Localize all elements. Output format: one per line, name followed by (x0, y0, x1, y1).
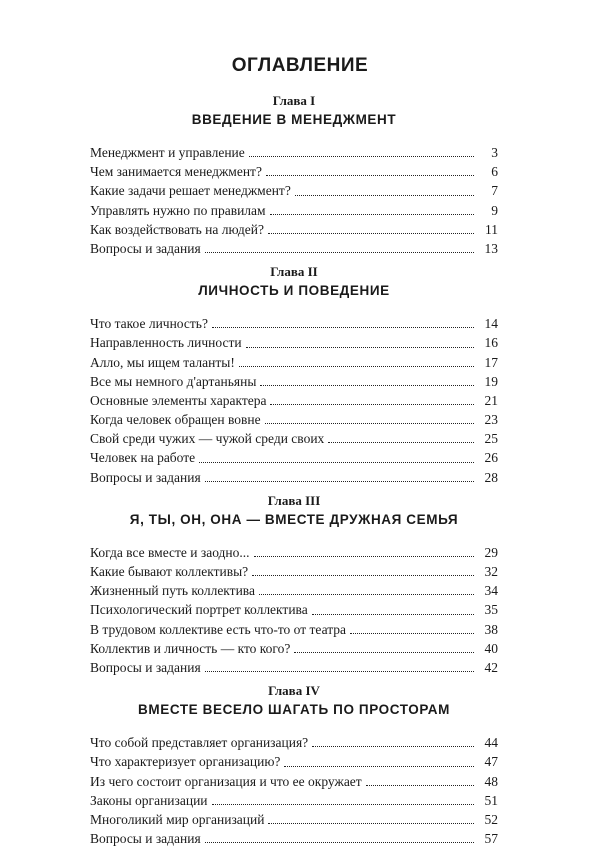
page-title: ОГЛАВЛЕНИЕ (231, 55, 369, 76)
toc-page-number: 42 (484, 659, 498, 675)
dot-leader (266, 174, 474, 176)
toc-entry (90, 429, 498, 448)
chapter (90, 682, 498, 853)
toc-entry (90, 829, 498, 848)
dot-leader (328, 441, 474, 443)
toc-entry (90, 201, 498, 220)
toc-page-number: 3 (491, 145, 498, 160)
toc-page-number: 38 (484, 621, 498, 637)
toc-entry-title: Психологический портрет коллектива (90, 602, 308, 618)
dot-leader (254, 555, 474, 557)
toc-page-number: 17 (484, 354, 498, 370)
toc-entry-title: Человек на работе (90, 450, 196, 466)
chapter (90, 263, 498, 492)
toc-entry-title: Из чего состоит организация и что ее окружает (90, 773, 362, 789)
toc-entry-title: В трудовом коллективе есть что-то от театра (90, 621, 347, 637)
toc-page-number: 9 (491, 202, 498, 218)
toc-page-number: 40 (484, 640, 498, 656)
toc-entry (90, 353, 498, 372)
dot-leader (268, 822, 474, 824)
dot-leader (366, 784, 474, 786)
toc-entry-title: Вопросы и задания (90, 831, 201, 847)
dot-leader (205, 251, 474, 253)
toc-entry (90, 810, 498, 829)
toc-entry-title: Когда человек обращен вовне (90, 412, 261, 428)
dot-leader (205, 480, 474, 482)
toc-entry-title: Свой среди чужих — чужой среди своих (90, 431, 325, 447)
toc-entry-title: Основные элементы характера (90, 392, 267, 408)
chapter-number: Глава II (270, 264, 318, 280)
dot-leader (312, 745, 474, 747)
dot-leader (259, 593, 474, 595)
toc-entry (90, 448, 498, 467)
toc-page-number: 47 (484, 754, 498, 770)
dot-leader (268, 232, 474, 234)
toc-page-number: 11 (485, 221, 498, 237)
toc-entry (90, 391, 498, 410)
chapter-number: Глава I (272, 93, 316, 108)
dot-leader (212, 803, 474, 805)
chapter (90, 492, 498, 682)
toc-page-number: 52 (484, 811, 498, 827)
chapter-title: Я, ТЫ, ОН, ОНА — ВМЕСТЕ ДРУЖНАЯ СЕМЬЯ (129, 511, 459, 527)
toc-entry (90, 468, 498, 487)
toc-entry (90, 752, 498, 771)
toc-entry (90, 600, 498, 619)
dot-leader (239, 365, 474, 367)
toc-entry-title: Алло, мы ищем таланты! (90, 354, 235, 370)
toc-entry (90, 143, 498, 162)
dot-leader (249, 155, 474, 157)
toc-entry-title: Как воздействовать на людей? (90, 221, 264, 237)
dot-leader (270, 403, 474, 405)
dot-leader (350, 632, 474, 634)
toc-page-number: 26 (484, 450, 498, 466)
toc-page-number: 21 (484, 392, 498, 408)
toc-page-number: 14 (484, 316, 498, 332)
toc-entry-title: Законы организации (90, 792, 208, 808)
toc-entry-title: Вопросы и задания (90, 469, 201, 485)
dot-leader (246, 346, 474, 348)
toc-entry-title: Что такое личность? (90, 316, 208, 332)
toc-page-number: 19 (484, 373, 498, 389)
toc-page-number: 35 (484, 602, 498, 618)
dot-leader (270, 213, 474, 215)
dot-leader (295, 194, 474, 196)
toc-page-number: 44 (484, 735, 498, 751)
dot-leader (312, 613, 474, 615)
toc-entry-title: Направленность личности (90, 335, 242, 351)
chapter-title: ЛИЧНОСТЬ И ПОВЕДЕНИЕ (198, 283, 390, 299)
chapter-spacer (90, 848, 498, 853)
toc-entry-title: Вопросы и задания (90, 659, 201, 675)
toc-entry-title: Когда все вместе и заодно... (90, 544, 250, 560)
toc-entry (90, 372, 498, 391)
toc-page-number: 32 (484, 564, 498, 579)
toc-entry (90, 162, 498, 181)
toc-entry (90, 220, 498, 239)
toc-page-number: 6 (491, 164, 498, 180)
toc-entry-title: Что собой представляет организация? (90, 735, 309, 751)
toc-entry-title: Менеджмент и управление (90, 145, 245, 160)
toc-entry-title: Какие задачи решает менеджмент? (90, 183, 291, 199)
toc-page-number: 48 (484, 773, 498, 789)
dot-leader (284, 765, 474, 767)
toc-entry-title: Управлять нужно по правилам (90, 202, 266, 218)
toc-entry (90, 581, 498, 600)
toc-entry-title: Чем занимается менеджмент? (90, 164, 262, 180)
chapter-title: ВВЕДЕНИЕ В МЕНЕДЖМЕНТ (191, 112, 397, 127)
dot-leader (199, 461, 474, 463)
dot-leader (252, 574, 474, 576)
toc-page-number: 7 (491, 183, 498, 199)
toc-page-number: 16 (484, 335, 498, 351)
toc-entry (90, 620, 498, 639)
toc-entry (90, 562, 498, 581)
dot-leader (212, 326, 474, 328)
chapter-title: ВМЕСТЕ ВЕСЕЛО ШАГАТЬ ПО ПРОСТОРАМ (138, 702, 450, 718)
toc-entry (90, 658, 498, 677)
toc-entry (90, 543, 498, 562)
toc-entry-title: Многоликий мир организаций (90, 811, 265, 827)
toc-entry (90, 791, 498, 810)
chapter-number: Глава III (267, 492, 321, 508)
table-of-contents (90, 92, 498, 853)
toc-page-number: 13 (484, 240, 498, 256)
dot-leader (265, 422, 474, 424)
toc-page-number: 51 (484, 792, 498, 808)
toc-page-number: 57 (484, 831, 498, 847)
toc-entry (90, 181, 498, 200)
chapter (90, 92, 498, 263)
toc-page-number: 34 (484, 583, 498, 599)
dot-leader (294, 651, 474, 653)
dot-leader (260, 384, 474, 386)
toc-entry (90, 410, 498, 429)
toc-page-number: 25 (484, 431, 498, 447)
toc-entry-title: Вопросы и задания (90, 240, 201, 256)
toc-entry (90, 314, 498, 333)
toc-entry (90, 333, 498, 352)
chapter-number: Глава IV (268, 683, 320, 699)
toc-entry-title: Какие бывают коллективы? (90, 564, 249, 579)
toc-entry (90, 772, 498, 791)
toc-page-number: 29 (484, 544, 498, 560)
toc-page-number: 23 (484, 412, 498, 428)
toc-page-number: 28 (484, 469, 498, 485)
toc-entry (90, 639, 498, 658)
toc-entry (90, 733, 498, 752)
toc-entry-title: Коллектив и личность — кто кого? (90, 640, 291, 656)
toc-entry-title: Жизненный путь коллектива (90, 583, 255, 599)
dot-leader (205, 841, 474, 843)
toc-entry-title: Что характеризует организацию? (90, 754, 281, 770)
dot-leader (205, 670, 474, 672)
toc-entry-title: Все мы немного д'артаньяны (90, 373, 257, 389)
toc-entry (90, 239, 498, 258)
